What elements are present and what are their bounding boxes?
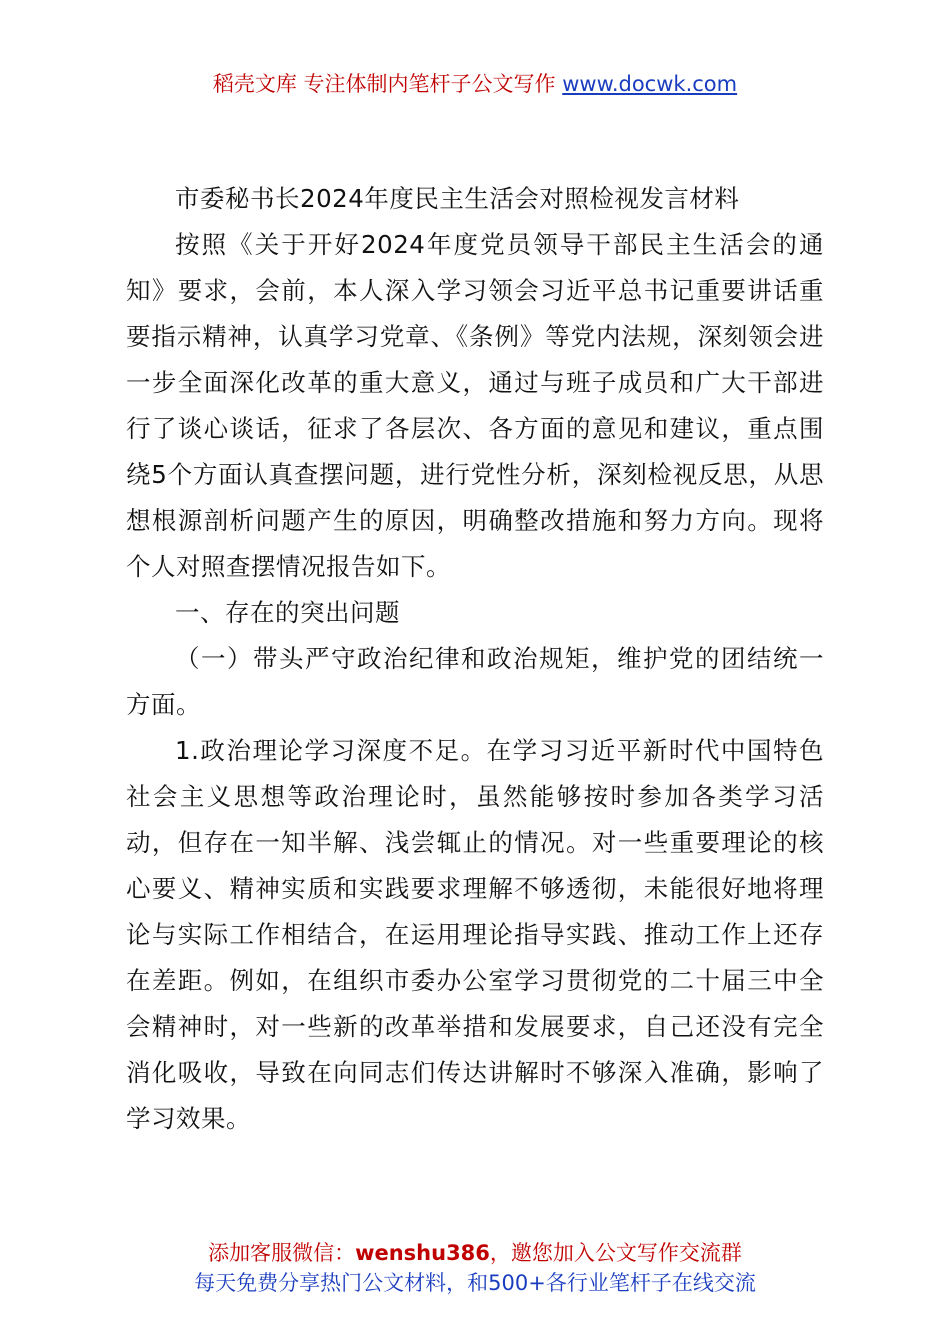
intro-paragraph: 按照《关于开好2024年度党员领导干部民主生活会的通知》要求，会前，本人深入学习领会习近平总书记重要讲话重要指示精神，认真学习党章、《条例》等党内法规，深刻领会进一步全面深化改革的重大意义，通过与班子成员和广大干部进行了谈心谈话，征求了各层次、各方面的意见和建议，重点围绕5个方面认真查摆问题，进行党性分析，深刻检视反思，从思想根源剖析问题产生的原因，明确整改措施和努力方向。现将个人对照查摆情况报告如下。 [126,230,824,581]
subsection-heading: （一）带头严守政治纪律和政治规矩，维护党的团结统一方面。 [126,644,824,719]
document-title: 市委秘书长2024年度民主生活会对照检视发言材料 [175,184,740,213]
document-body [126,176,824,1142]
footer-promo-line: 每天免费分享热门公文材料，和500+各行业笔杆子在线交流 [194,1271,756,1295]
footer-contact-suffix: ，邀您加入公文写作交流群 [489,1241,742,1265]
section-heading: 一、存在的突出问题 [175,598,400,627]
body-paragraph: 1.政治理论学习深度不足。在学习习近平新时代中国特色社会主义思想等政治理论时，虽然能够按时参加各类学习活动，但存在一知半解、浅尝辄止的情况。对一些重要理论的核心要义、精神实质和实践要求理解不够透彻，未能很好地将理论与实际工作相结合，在运用理论指导实践、推动工作上还存在差距。例如，在组织市委办公室学习贯彻党的二十届三中全会精神时，对一些新的改革举措和发展要求，自己还没有完全消化吸收，导致在向同志们传达讲解时不够深入准确，影响了学习效果。 [126,736,824,1133]
page-footer [0,1238,950,1298]
page-header [0,68,950,100]
footer-contact-prefix: 添加客服微信： [208,1241,356,1265]
footer-wechat-id: wenshu386 [355,1241,490,1265]
header-brand-text: 稻壳文库 专注体制内笔杆子公文写作 [212,72,563,96]
header-website-link[interactable]: www.docwk.com [562,72,738,96]
footer-contact-line [0,1238,950,1268]
